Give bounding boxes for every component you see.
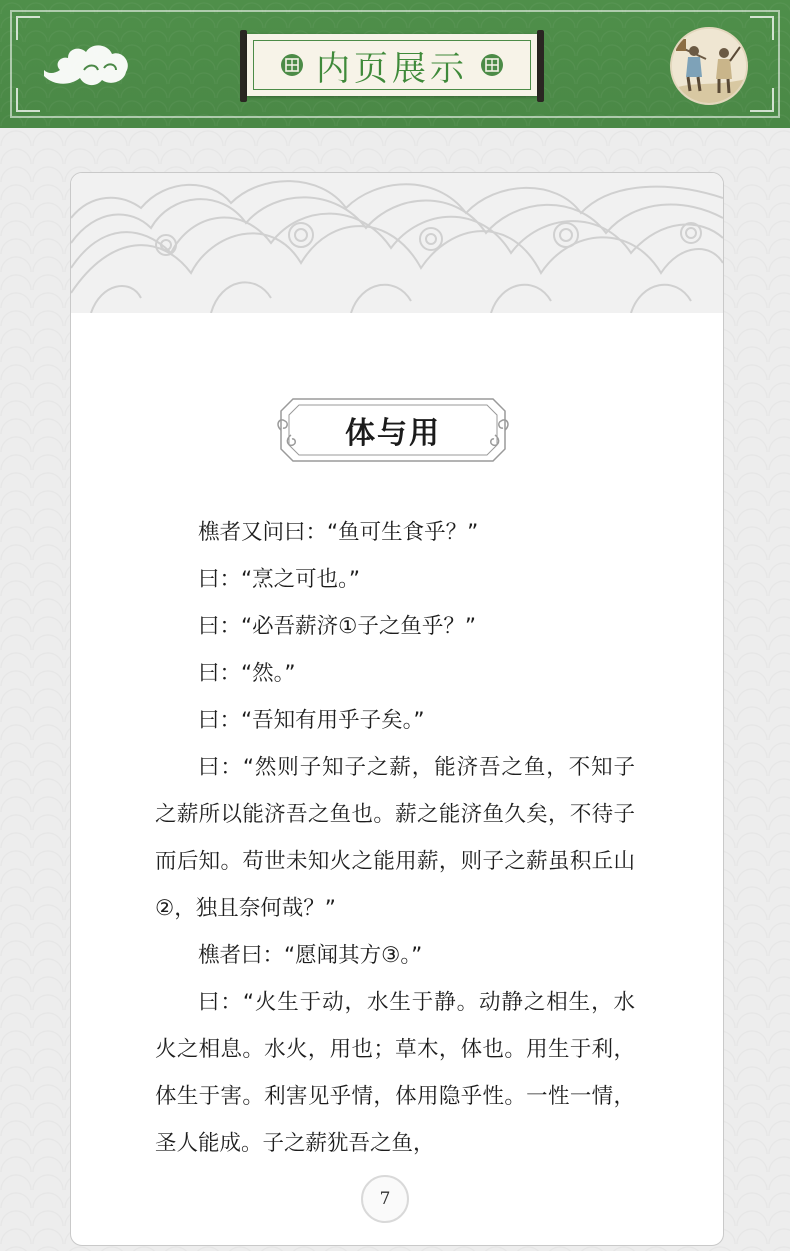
- medallion-icon: [280, 53, 304, 77]
- paragraph: 樵者曰：“愿闻其方③。”: [198, 943, 423, 968]
- paragraph: 曰：“然则子知子之薪，能济吾之鱼，不知子之薪所以能济吾之鱼也。薪之能济鱼久矣，不待子而后知。苟世未知火之能用薪，则子之薪虽积丘山②，独且奈何哉？”: [155, 755, 635, 921]
- cloud-icon: [40, 40, 132, 92]
- header-title: 内页展示: [316, 48, 468, 89]
- title-banner: [247, 34, 537, 96]
- paragraph: 曰：“火生于动，水生于静。动静之相生，水火之相息。水火，用也；草木，体也。用生于利，体生于害。利害见乎情，体用隐乎性。一性一情，圣人能成。子之薪犹吾之鱼，: [155, 990, 635, 1156]
- scroll-rod-left: [240, 30, 247, 102]
- chapter-title: 体与用: [345, 416, 441, 451]
- portrait-illustration: [670, 27, 748, 105]
- paragraph: 曰：“吾知有用乎子矣。”: [198, 708, 425, 733]
- text-body: [155, 509, 635, 1167]
- paragraph: 樵者又问曰：“鱼可生食乎？”: [198, 520, 479, 545]
- wave-pattern-decoration: [71, 173, 723, 313]
- page-card: [70, 172, 724, 1246]
- medallion-icon: [480, 53, 504, 77]
- page-number: 7: [379, 1189, 391, 1209]
- paragraph: 曰：“然。”: [198, 661, 296, 686]
- scroll-rod-right: [537, 30, 544, 102]
- header-banner: [0, 0, 790, 128]
- paragraph: 曰：“必吾薪济①子之鱼乎？”: [198, 614, 477, 639]
- paragraph: 曰：“烹之可也。”: [198, 567, 361, 592]
- page-number-badge: [361, 1175, 409, 1223]
